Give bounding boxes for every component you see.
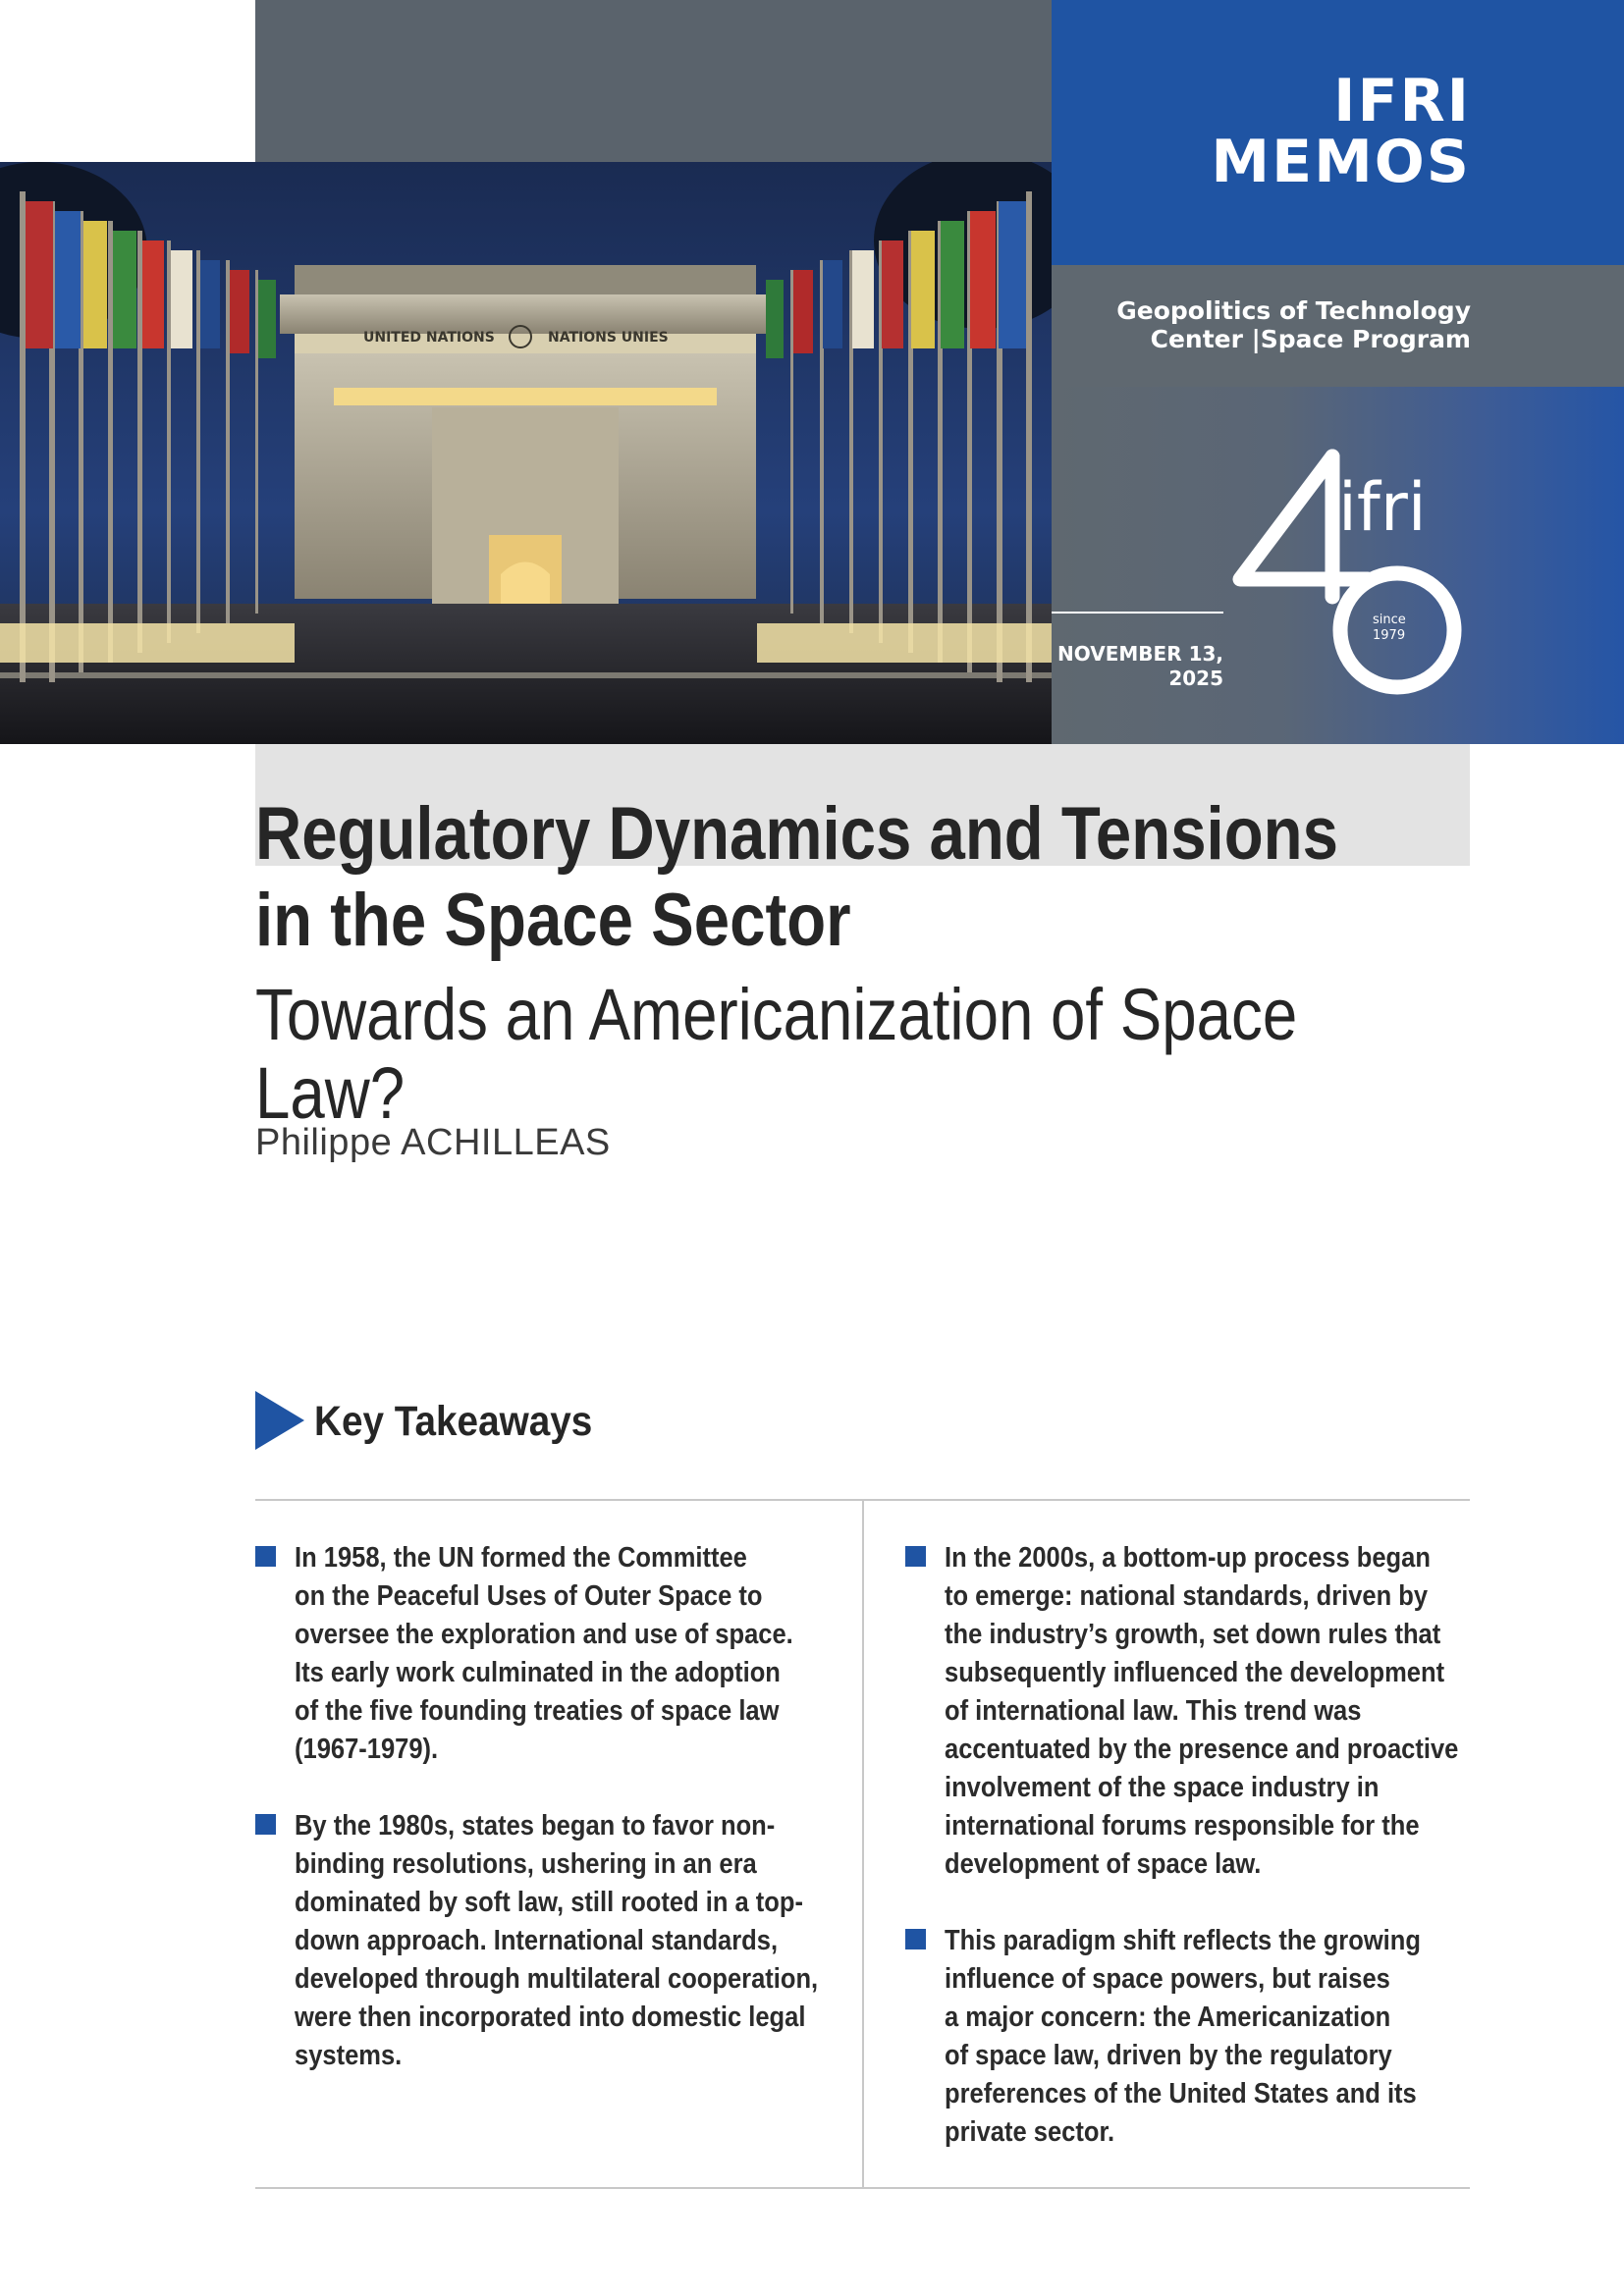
author-name: Philippe ACHILLEAS <box>255 1122 611 1163</box>
ifri-40-logo <box>1222 432 1478 707</box>
report-subtitle: Towards an Americanization of Space Law? <box>255 974 1298 1134</box>
publication-date <box>1052 642 1223 691</box>
center-name <box>1116 296 1471 353</box>
date-line-1: NOVEMBER 13, <box>1057 642 1223 666</box>
takeaway-item <box>905 1539 1494 1884</box>
logo-since: since <box>1373 613 1406 627</box>
series-label-line-1: IFRI <box>1333 67 1471 135</box>
square-bullet-icon <box>905 1929 926 1949</box>
center-name-line-1: Geopolitics of Technology <box>1116 296 1471 325</box>
series-label <box>1211 67 1471 196</box>
logo-year: 1979 <box>1373 628 1406 643</box>
photo-sign-right: NATIONS UNIES <box>548 330 669 346</box>
date-divider <box>1052 612 1223 614</box>
square-bullet-icon <box>255 1814 276 1835</box>
play-arrow-icon <box>255 1391 304 1450</box>
takeaway-text: In 1958, the UN formed the Committee on the Peaceful Uses of Outer Space to oversee the exploration and use of space. Its early work culminated in the adoption of the five founding treaties of space law (1967-1979). <box>295 1542 793 1765</box>
square-bullet-icon <box>905 1546 926 1567</box>
takeaways-column-divider <box>862 1499 864 2189</box>
svg-text:ifri: ifri <box>1338 469 1427 547</box>
title-line-2: in the Space Sector <box>255 879 851 962</box>
takeaways-right-column <box>905 1539 1494 2190</box>
takeaway-text: By the 1980s, states began to favor non- binding resolutions, ushering in an era dominated by soft law, still rooted in a top- down approach. International standards, developed through multilateral cooperation, were then incorporated into domestic legal systems. <box>295 1810 819 2071</box>
header-gray-block <box>255 0 1052 162</box>
square-bullet-icon <box>255 1546 276 1567</box>
photo-sign-left: UNITED NATIONS <box>363 330 495 346</box>
takeaway-item <box>255 1539 844 1769</box>
key-takeaways-heading: Key Takeaways <box>314 1398 593 1445</box>
title-line-1: Regulatory Dynamics and Tensions <box>255 792 1338 876</box>
center-name-line-2: Center |Space Program <box>1150 325 1471 353</box>
takeaway-item <box>905 1922 1494 2152</box>
takeaways-left-column <box>255 1539 844 2113</box>
cover-photo <box>0 162 1052 744</box>
report-title <box>255 791 1463 964</box>
takeaway-text: In the 2000s, a bottom-up process began to emerge: national standards, driven by the industry’s growth, set down rules that subsequently influenced the development of international law. This trend was accentuated by the presence and proactive involvement of the space industry in international forums responsible for the development of space law. <box>945 1542 1459 1880</box>
date-line-2: 2025 <box>1168 667 1223 690</box>
takeaway-item <box>255 1807 844 2075</box>
takeaway-text: This paradigm shift reflects the growing influence of space powers, but raises a major concern: the Americanization of space law, driven by the regulatory preferences of the United States and its private sector. <box>945 1925 1421 2148</box>
series-label-line-2: MEMOS <box>1211 128 1471 196</box>
